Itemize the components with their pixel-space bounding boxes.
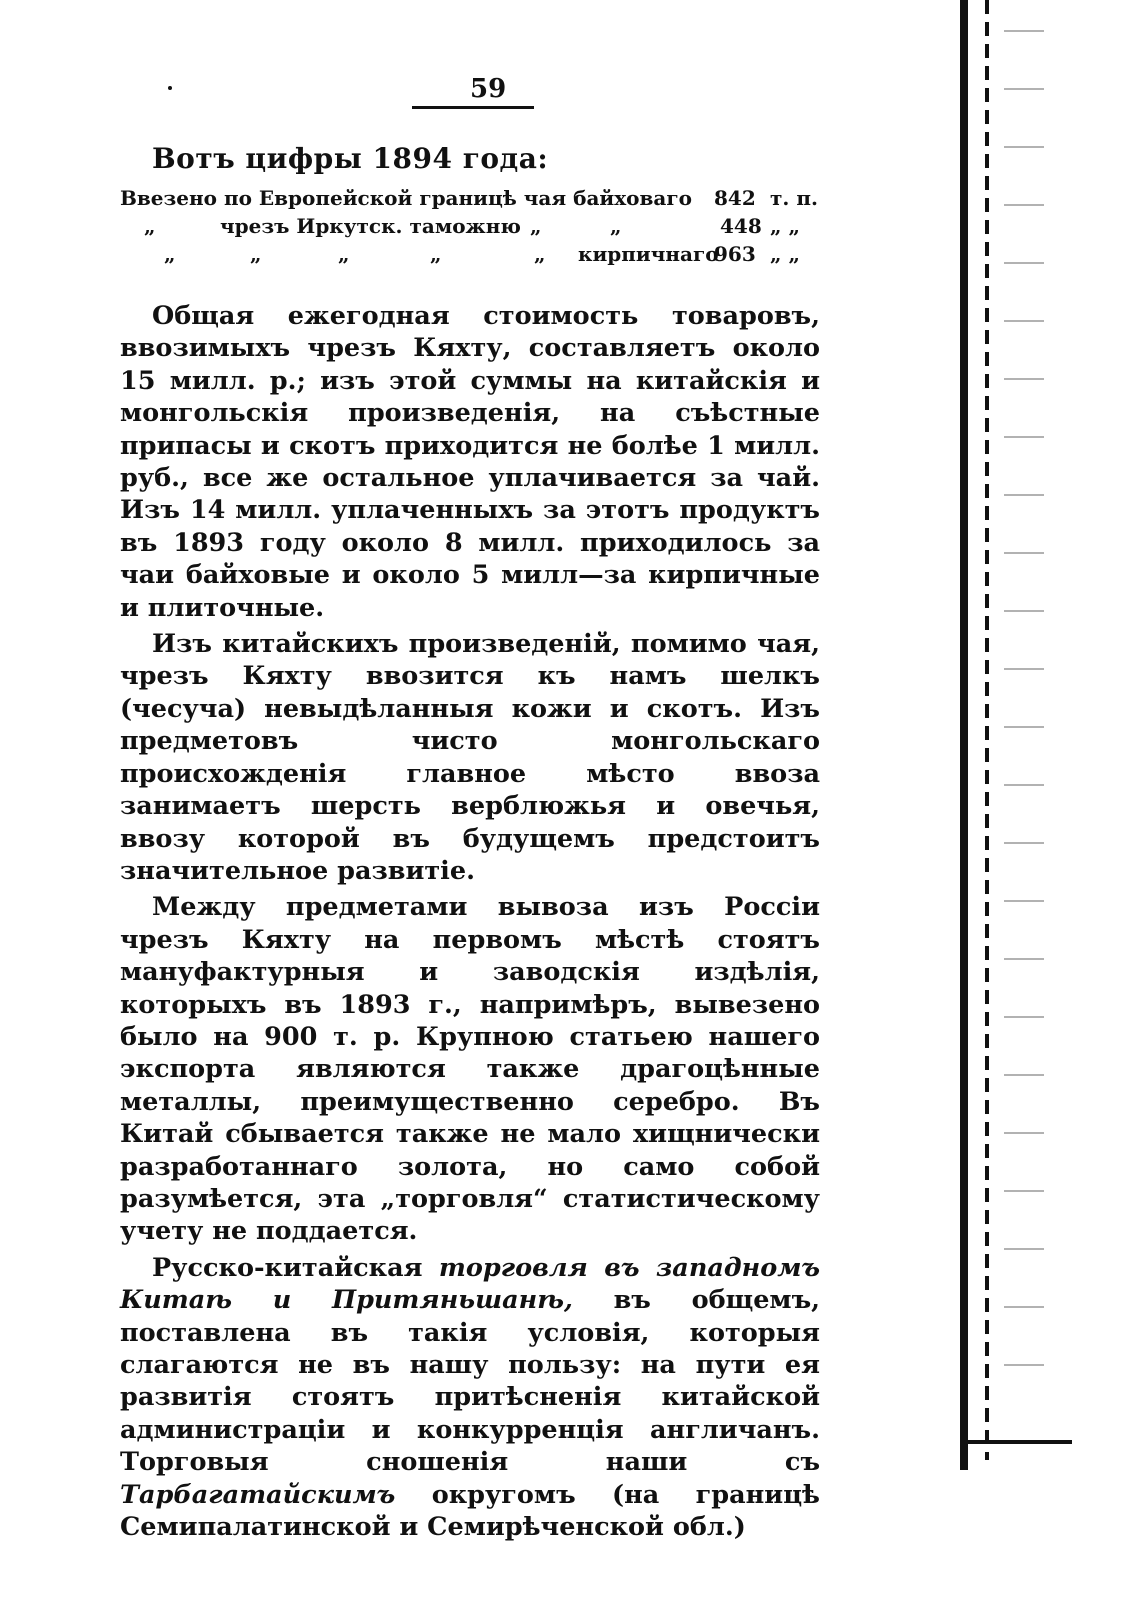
tea-import-table <box>120 186 820 270</box>
import-unit: „ „ <box>770 214 800 238</box>
ditto-mark: „ <box>338 242 350 266</box>
import-value: 963 <box>714 242 756 266</box>
ditto-mark: „ <box>430 242 442 266</box>
import-row <box>120 242 820 270</box>
ditto-mark: „ <box>610 214 622 238</box>
ditto-mark: „ <box>530 214 542 238</box>
paragraph: Изъ китайскихъ произведеній, помимо чая, чрезъ Кяхту ввозится къ намъ шелкъ (чесуча) невыдѣланныя кожи и скотъ. Изъ предметовъ чисто монгольскаго происхожденія главное мѣсто ввоза занимаетъ шерсть верблюжья и овечья, ввозу которой въ будущемъ предстоитъ значительное развитіе. <box>120 629 820 886</box>
ditto-mark: „ <box>144 214 156 238</box>
import-value: 842 <box>714 186 756 210</box>
print-speck <box>168 86 172 90</box>
paragraph <box>120 1252 820 1544</box>
paragraph: Общая ежегодная стоимость товаровъ, ввозимыхъ чрезъ Кяхту, составляетъ около 15 милл. р.; изъ этой суммы на китайскія и монгольскія произведенія, на съѣстные припасы и скотъ приходится не болѣе 1 милл. руб., все же остальное уплачивается за чай. Изъ 14 милл. уплаченныхъ за этотъ продуктъ въ 1893 году около 8 милл. приходилось за чаи байховые и около 5 милл—за кирпичные и плиточные. <box>120 301 820 623</box>
scan-edge-specks <box>1004 0 1044 1420</box>
ditto-mark: „ <box>250 242 262 266</box>
body-text <box>120 300 820 1543</box>
italic-text: торговля въ западномъ Китаѣ и Притяньшанѣ, <box>120 1252 820 1316</box>
ditto-mark: „ <box>164 242 176 266</box>
import-value: 448 <box>720 214 762 238</box>
import-description: чрезъ Иркутск. таможню <box>220 214 521 238</box>
header-rule <box>412 106 534 109</box>
scan-edge-texture <box>985 0 989 1460</box>
section-heading: Вотъ цифры 1894 года: <box>152 142 549 175</box>
scan-edge-bar <box>960 0 968 1470</box>
ditto-mark: „ <box>534 242 546 266</box>
italic-text: Тарбагатайскимъ <box>120 1479 396 1510</box>
paragraph-text: Русско-китайская <box>152 1252 423 1283</box>
paragraph-text: округомъ (на границѣ Семипалатинской и Семирѣченской обл.) <box>120 1479 820 1543</box>
import-row <box>120 214 820 242</box>
import-unit: „ „ <box>770 242 800 266</box>
import-row <box>120 186 820 214</box>
page-number: 59 <box>470 74 507 104</box>
tea-type: кирпичнаго <box>578 242 719 266</box>
import-description: Ввезено по Европейской границѣ чая байховаго <box>120 186 692 210</box>
paragraph-text: въ общемъ, поставлена въ такія условія, которыя слагаются не въ нашу пользу: на пути ея развитія стоятъ притѣсненія китайской администраціи и конкурренція англичанъ. Торговыя сношенія наши съ <box>120 1285 821 1478</box>
import-unit: т. п. <box>770 186 818 210</box>
scan-edge-foot <box>960 1440 1072 1444</box>
paragraph: Между предметами вывоза изъ Россіи чрезъ Кяхту на первомъ мѣстѣ стоятъ мануфактурныя и заводскія издѣлія, которыхъ въ 1893 г., напримѣръ, вывезено было на 900 т. р. Крупною статьею нашего экспорта являются также драгоцѣнные металлы, преимущественно серебро. Въ Китай сбывается также не мало хищнически разработаннаго золота, но само собой разумѣется, эта „торговля“ статистическому учету не поддается. <box>120 892 820 1247</box>
